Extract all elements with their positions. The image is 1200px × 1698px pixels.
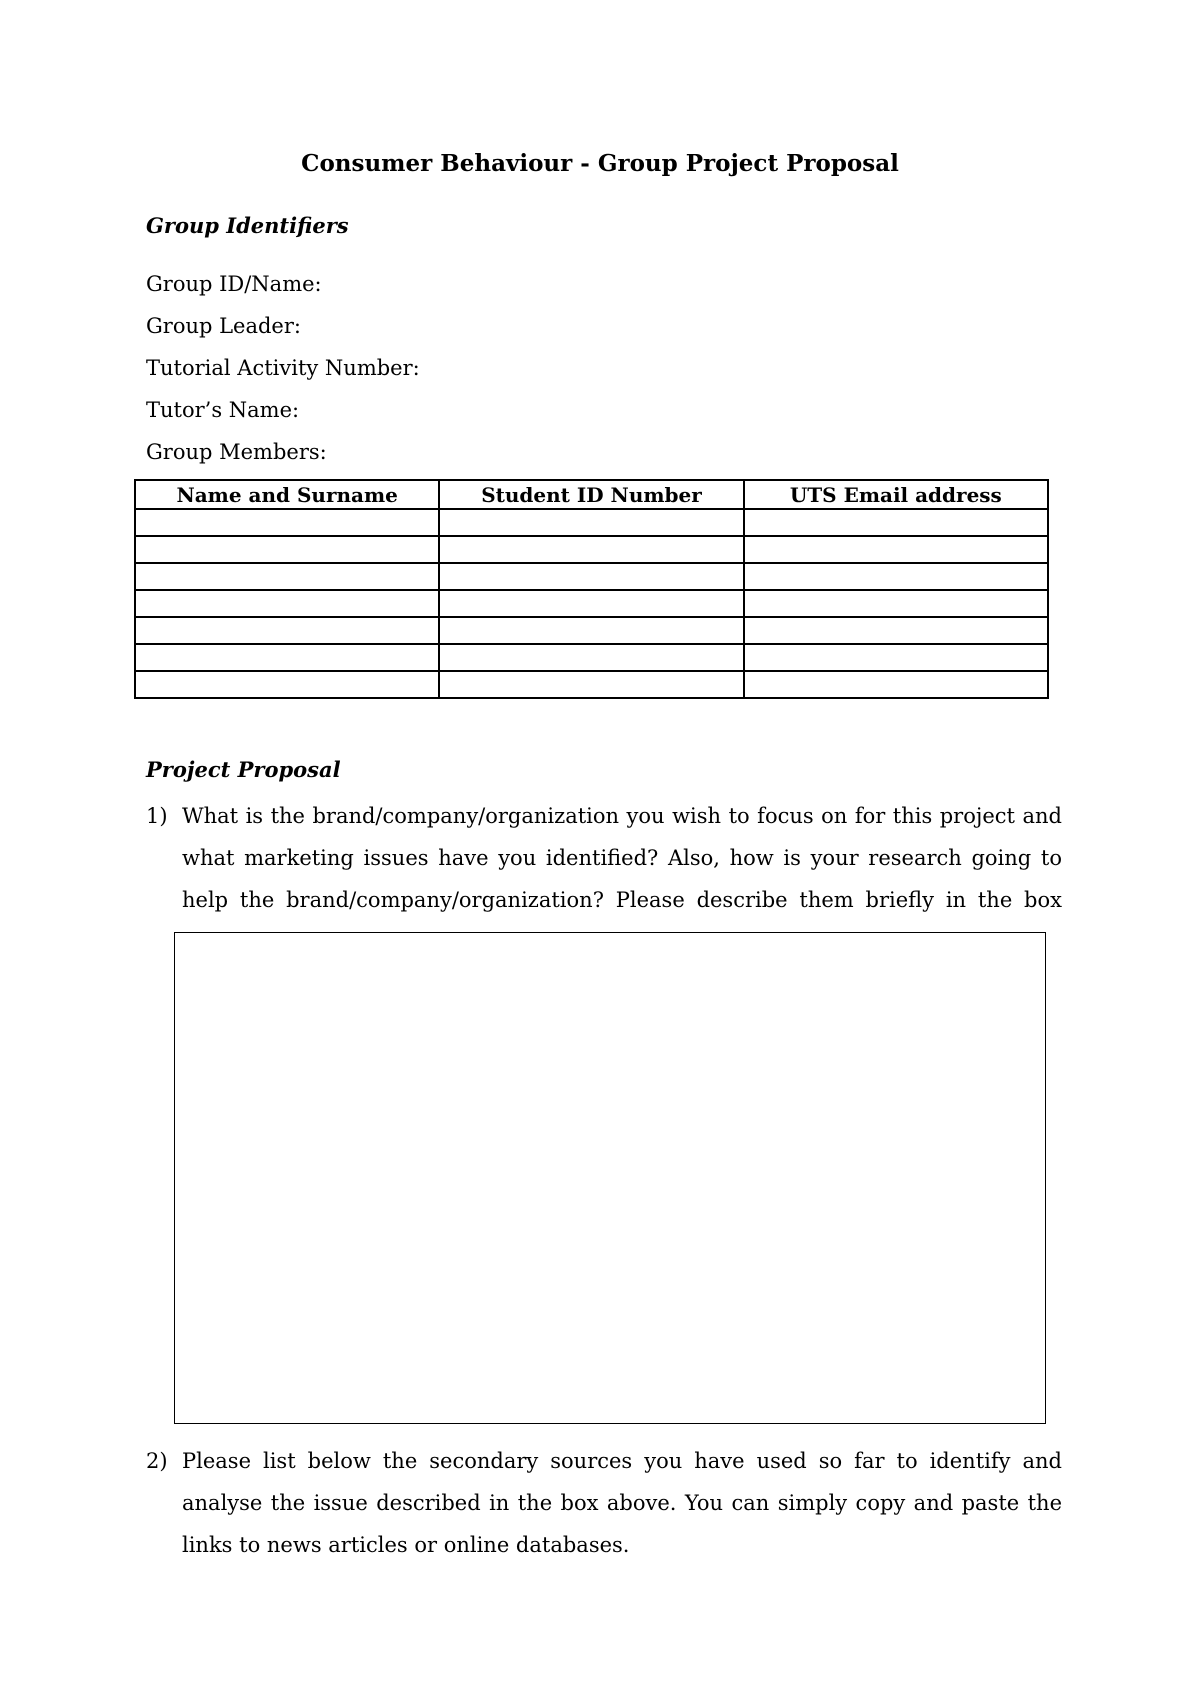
student-id-cell[interactable] <box>439 617 743 644</box>
column-header-email: UTS Email address <box>744 480 1048 509</box>
email-cell[interactable] <box>744 536 1048 563</box>
tutorial-activity-number-label: Tutorial Activity Number: <box>146 356 420 380</box>
table-row <box>135 590 1048 617</box>
question-2-text: Please list below the secondary sources you have used so far to identify and analyse the issue described in the box above. You can simply copy and paste the links to news articles or online databases. <box>182 1449 1062 1557</box>
name-cell[interactable] <box>135 563 439 590</box>
question-1-number: 1) <box>146 804 168 828</box>
group-members-table <box>134 479 1049 699</box>
group-identifiers-heading: Group Identifiers <box>146 213 349 238</box>
question-1-text: What is the brand/company/organization you wish to focus on for this project and what marketing issues have you identified? Also, how is your research going to help the brand/company/organization? Please describe them briefly in the box <box>182 804 1062 912</box>
group-id-name-label: Group ID/Name: <box>146 272 322 296</box>
student-id-cell[interactable] <box>439 590 743 617</box>
email-cell[interactable] <box>744 563 1048 590</box>
student-id-cell[interactable] <box>439 509 743 536</box>
student-id-cell[interactable] <box>439 671 743 698</box>
email-cell[interactable] <box>744 617 1048 644</box>
question-2 <box>146 1440 1062 1566</box>
table-row <box>135 509 1048 536</box>
table-row <box>135 644 1048 671</box>
table-row <box>135 617 1048 644</box>
student-id-cell[interactable] <box>439 536 743 563</box>
group-leader-label: Group Leader: <box>146 314 301 338</box>
column-header-name: Name and Surname <box>135 480 439 509</box>
email-cell[interactable] <box>744 590 1048 617</box>
table-header-row <box>135 480 1048 509</box>
question-2-number: 2) <box>146 1449 168 1473</box>
group-members-label: Group Members: <box>146 440 327 464</box>
student-id-cell[interactable] <box>439 563 743 590</box>
name-cell[interactable] <box>135 590 439 617</box>
email-cell[interactable] <box>744 671 1048 698</box>
project-proposal-heading: Project Proposal <box>146 757 341 782</box>
email-cell[interactable] <box>744 644 1048 671</box>
name-cell[interactable] <box>135 617 439 644</box>
name-cell[interactable] <box>135 536 439 563</box>
name-cell[interactable] <box>135 644 439 671</box>
student-id-cell[interactable] <box>439 644 743 671</box>
name-cell[interactable] <box>135 671 439 698</box>
question-1-answer-box[interactable] <box>174 932 1046 1424</box>
table-row <box>135 671 1048 698</box>
column-header-student-id: Student ID Number <box>439 480 743 509</box>
table-row <box>135 563 1048 590</box>
name-cell[interactable] <box>135 509 439 536</box>
tutor-name-label: Tutor’s Name: <box>146 398 300 422</box>
table-row <box>135 536 1048 563</box>
document-title: Consumer Behaviour - Group Project Proposal <box>301 150 899 177</box>
email-cell[interactable] <box>744 509 1048 536</box>
